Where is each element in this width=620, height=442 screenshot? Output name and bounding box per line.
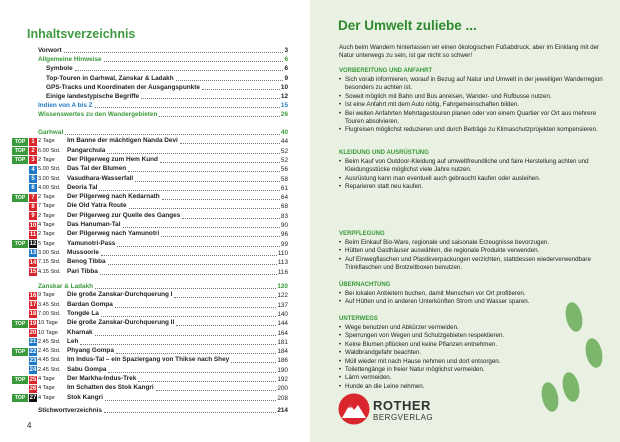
- bullet-item: • Sich vorab informieren, worauf in Bezug auf Natur und Umwelt in der jeweiligen Wanderregion besonders zu achten ist.: [339, 76, 604, 93]
- bullet-list: [339, 239, 604, 273]
- tour-number-badge: 13: [29, 250, 37, 257]
- toc-page-number: 110: [277, 249, 288, 257]
- bullet-item: • Bei lokalen Anbietern buchen, damit Menschen vor Ort profitieren.: [339, 290, 604, 298]
- top-badge: TOP: [12, 147, 28, 155]
- tour-number-badge: 26: [29, 385, 37, 392]
- bullet-item: • Flugreisen möglichst reduzieren und durch Beiträge zu Klimaschutzprojekten kompensieren.: [339, 126, 604, 134]
- tour-duration: 4 Tage: [38, 376, 55, 382]
- tour-duration: 2 Tage: [38, 156, 55, 163]
- toc-page-number: 140: [277, 310, 288, 318]
- toc-page-number: 96: [280, 231, 288, 239]
- dot-leader: [174, 297, 276, 298]
- toc-page-number: 200: [277, 385, 288, 393]
- toc-line-front: [38, 101, 288, 110]
- tour-number-badge: 9: [29, 212, 37, 220]
- tour-name: Pangarchula: [67, 146, 106, 154]
- bullet-item: • Ist eine Anfahrt mit dem Auto nötig, Fahrgemeinschaften bilden.: [339, 101, 604, 109]
- toc-page-number: 144: [277, 320, 288, 328]
- tour-duration: 2.45 Std.: [38, 348, 61, 355]
- bullet-item: • Auf Hütten und in anderen Unterkünften Strom und Wasser sparen.: [339, 298, 604, 306]
- tour-duration: 6.00 Std.: [38, 147, 61, 154]
- tour-number-badge: 15: [29, 269, 37, 275]
- tour-name: Vasudhara-Wasserfall: [67, 174, 134, 182]
- toc-page-number: 15: [280, 102, 288, 110]
- toc-entry-title: [38, 267, 99, 277]
- toc-page-number: 192: [277, 376, 288, 383]
- tour-duration: 2 Tage: [38, 231, 55, 238]
- toc-line-front: [38, 55, 288, 64]
- bullet-list: [339, 290, 604, 307]
- bullet-list: [339, 324, 539, 391]
- tour-number-badge: 4: [29, 166, 37, 174]
- toc-entry-title: Garhwal: [38, 129, 64, 136]
- tour-name: Leh: [67, 337, 79, 345]
- toc-line-front: [38, 74, 288, 83]
- toc-page-number: 122: [277, 292, 288, 300]
- tour-name: Bardan Gompa: [67, 300, 113, 308]
- toc-entry-title: Einige landestypische Begriffe: [46, 93, 140, 100]
- dot-leader: [101, 316, 276, 317]
- dot-leader: [138, 381, 276, 382]
- toc-page-number: 3: [284, 47, 288, 54]
- dot-leader: [162, 199, 280, 200]
- tour-name: Stok Kangri: [67, 393, 103, 401]
- dot-leader: [101, 255, 277, 256]
- toc-page-number: 181: [277, 338, 288, 346]
- section-heading: VERPFLEGUNG: [339, 231, 385, 237]
- tour-number-badge: 11: [29, 231, 37, 238]
- toc-entry-title: Zanskar & Ladakh: [38, 283, 94, 290]
- tour-duration: 2 Tage: [38, 194, 55, 201]
- tour-duration: 4 Tage: [38, 385, 55, 392]
- tour-name: Kharnak: [67, 328, 93, 336]
- tour-number-badge: 22: [29, 348, 37, 355]
- toc-line-front: [38, 92, 288, 101]
- dot-leader: [156, 390, 277, 391]
- toc-title: Inhaltsverzeichnis: [27, 27, 136, 41]
- dot-leader: [160, 162, 280, 163]
- toc-page-number: 90: [280, 222, 288, 229]
- bullet-list: [339, 158, 604, 192]
- dot-leader: [117, 246, 280, 247]
- dot-leader: [105, 400, 276, 401]
- tour-name: Die große Zanskar-Durchquerung II: [67, 319, 175, 327]
- tour-duration: 4.15 Std.: [38, 268, 61, 275]
- tour-name: Phyang Gompa: [67, 347, 114, 355]
- tour-line: [38, 268, 288, 277]
- tour-duration: 5.00 Std.: [38, 166, 61, 173]
- tour-number-badge: 20: [29, 330, 37, 336]
- bullet-item: • Beim Einkauf Bio-Ware, regionale und saisonale Erzeugnisse bevorzugen.: [339, 239, 604, 247]
- toc-page-number: 99: [280, 240, 288, 248]
- bullet-item: • Waldbrandgefahr beachten.: [339, 349, 539, 357]
- tour-duration: 10 Tage: [38, 329, 58, 336]
- tour-name: Im Schatten des Stok Kangri: [67, 384, 154, 392]
- bullet-item: • Auf Einwegflaschen und Plastikverpackungen verzichten, stattdessen wiederverwendbare Trinkflaschen und Brotzeitboxen benutzen.: [339, 256, 604, 273]
- tour-name: Das Hanuman-Tal: [67, 221, 121, 228]
- toc-line-front: [38, 64, 288, 73]
- toc-page-number: 44: [280, 138, 288, 146]
- logo-subtitle: BERGVERLAG: [373, 413, 434, 422]
- bullet-item: • Sperrungen von Wegen und Schutzgebieten respektieren.: [339, 332, 539, 340]
- toc-page-number: 52: [280, 147, 288, 155]
- top-badge: TOP: [12, 348, 28, 356]
- bullet-item: • Hütten und Gasthäuser auswählen, die regionale Produkte verwenden.: [339, 247, 604, 255]
- toc-page-number: 26: [280, 111, 288, 119]
- bullet-item: • Beim Kauf von Outdoor-Kleidung auf umweltfreundliche und faire Herstellung achten und Kleidungsstücke möglichst viele Jahre nutzen.: [339, 158, 604, 175]
- tour-number-badge: 24: [29, 367, 37, 374]
- tour-duration: 7.15 Std.: [38, 259, 61, 266]
- toc-page-number: 10: [280, 83, 288, 91]
- dot-leader: [123, 227, 280, 228]
- tour-name: Sabu Gompa: [67, 365, 107, 373]
- tour-duration: 4 Tage: [38, 222, 55, 228]
- dot-leader: [99, 190, 279, 191]
- tour-duration: 5 Tage: [38, 240, 55, 247]
- bullet-item: • Ausrüstung kann man eventuell auch gebraucht kaufen oder ausleihen.: [339, 175, 604, 183]
- section-heading: KLEIDUNG UND AUSRÜSTUNG: [339, 150, 429, 156]
- top-badge: TOP: [12, 240, 28, 248]
- tour-duration: 10 Tage: [38, 320, 58, 327]
- tour-duration: 3.45 Std.: [38, 301, 61, 308]
- section-heading: ÜBERNACHTUNG: [339, 282, 391, 288]
- tour-name: Die große Zanskar-Durchquerung I: [67, 291, 173, 299]
- dot-leader: [176, 325, 276, 326]
- toc-page-number: 61: [280, 184, 288, 192]
- toc-page-number: 64: [280, 194, 288, 202]
- tour-duration: 3.00 Std.: [38, 249, 61, 256]
- tour-duration: 4 Tage: [38, 394, 55, 401]
- toc-page-number: 208: [277, 394, 288, 402]
- tour-name: Der Markha-Indus-Trek: [67, 375, 137, 382]
- dot-leader: [176, 80, 284, 81]
- rother-logo-icon: [338, 393, 370, 425]
- toc-entry-title: Symbole: [46, 65, 73, 73]
- dot-leader: [95, 288, 276, 289]
- tour-name: Im Banne der mächtigen Nanda Devi: [67, 137, 178, 145]
- top-badge: TOP: [12, 394, 28, 402]
- dot-leader: [100, 274, 277, 275]
- dot-leader: [159, 116, 280, 117]
- toc-entry-title: GPS-Tracks und Koordinaten der Ausgangspunkte: [46, 83, 200, 91]
- section-heading: UNTERWEGS: [339, 316, 378, 322]
- toc-page-number: 56: [280, 166, 288, 174]
- dot-leader: [182, 218, 280, 219]
- tour-number-badge: 25: [29, 376, 37, 383]
- tour-name: Deoria Tal: [67, 183, 98, 191]
- dot-leader: [202, 89, 280, 90]
- bullet-list: [339, 76, 604, 135]
- tour-number-badge: 8: [29, 203, 37, 211]
- toc-line-front: [38, 83, 288, 92]
- tour-number-badge: 5: [29, 175, 37, 183]
- toc-page-number: 9: [284, 74, 288, 82]
- dot-leader: [161, 236, 280, 237]
- tour-number-badge: 27: [29, 395, 37, 402]
- toc-page-number: 214: [277, 407, 288, 414]
- bullet-item: • Bei weiten Anfahrten Mehrtagestouren planen oder von einem Quartier vor Ort aus mehrere Touren absolvieren.: [339, 110, 604, 127]
- tour-name: Mussoorie: [67, 248, 99, 256]
- tour-name: Benog Tibba: [67, 258, 106, 266]
- tour-duration: 9 Tage: [38, 292, 55, 299]
- page-number: 4: [27, 421, 32, 430]
- dot-leader: [75, 70, 284, 71]
- toc-page-number: 83: [280, 212, 288, 220]
- tour-duration: 2.45 Std.: [38, 366, 61, 373]
- tour-line: [38, 394, 288, 403]
- toc-page-number: 6: [284, 56, 288, 64]
- tour-number-badge: 17: [29, 302, 37, 309]
- toc-page-number: 12: [280, 93, 288, 100]
- toc-page-number: 184: [277, 348, 288, 356]
- index-line: [38, 406, 288, 415]
- toc-entry-title: Stichwortverzeichnis: [38, 407, 102, 414]
- tour-duration: 7.00 Std.: [38, 310, 61, 317]
- bullet-item: • Soweit möglich mit Bahn und Bus anreisen, Wander- und Rufbusse nutzen.: [339, 93, 604, 101]
- tour-name: Der Pilgerweg zum Hem Kund: [67, 155, 158, 163]
- tour-duration: 3.00 Std.: [38, 175, 61, 182]
- tour-name: Der Pilgerweg zur Quelle des Ganges: [67, 211, 181, 219]
- dot-leader: [104, 61, 284, 62]
- section-heading: VORBEREITUNG UND ANFAHRT: [339, 68, 433, 74]
- dot-leader: [104, 412, 276, 413]
- tour-number-badge: 2: [29, 147, 37, 155]
- tour-number-badge: 3: [29, 156, 37, 164]
- tour-name: Die Old Yatra Route: [67, 202, 127, 210]
- toc-page-number: 120: [277, 283, 288, 290]
- tour-number-badge: 7: [29, 194, 37, 202]
- toc-page-number: 6: [284, 65, 288, 73]
- toc-page-number: 190: [277, 366, 288, 374]
- toc-entry-title: Top-Touren in Garhwal, Zanskar & Ladakh: [46, 74, 174, 82]
- tour-number-badge: 23: [29, 357, 37, 364]
- dot-leader: [107, 153, 280, 154]
- environment-title: Der Umwelt zuliebe ...: [338, 18, 477, 33]
- dot-leader: [80, 344, 276, 345]
- tour-number-badge: 21: [29, 339, 37, 346]
- dot-leader: [95, 335, 277, 336]
- dot-leader: [180, 143, 280, 144]
- dot-leader: [108, 372, 276, 373]
- toc-entry-title: Indien von A bis Z: [38, 102, 93, 110]
- tour-name: Pari Tibba: [67, 267, 98, 275]
- tour-number-badge: 19: [29, 320, 37, 327]
- tour-name: Der Pilgerweg nach Yamunotri: [67, 230, 160, 238]
- tour-name: Yamunotri-Pass: [67, 239, 116, 247]
- toc-line-front: [38, 46, 288, 55]
- tour-name: Im Indus-Tal – ein Spaziergang von Thikse nach Shey: [67, 356, 230, 364]
- tour-number-badge: 6: [29, 184, 37, 192]
- bullet-item: • Toilettengänge in freier Natur möglichst vermeiden.: [339, 366, 539, 374]
- tour-number-badge: 10: [29, 222, 37, 229]
- dot-leader: [129, 208, 280, 209]
- bullet-item: • Reparieren statt neu kaufen.: [339, 183, 604, 191]
- toc-entry-title: [38, 393, 104, 403]
- top-badge: TOP: [12, 320, 28, 328]
- toc-page-number: 186: [277, 357, 288, 365]
- tour-number-badge: 16: [29, 292, 37, 299]
- toc-page-number: 113: [277, 259, 288, 267]
- tour-duration: 2 Tage: [38, 138, 55, 145]
- toc-entry-title: Allgemeine Hinweise: [38, 56, 102, 64]
- toc-page-number: 116: [277, 268, 288, 276]
- bullet-item: • Lärm vermeiden.: [339, 374, 539, 382]
- toc-page-number: 68: [280, 203, 288, 211]
- bullet-item: • Hunde an die Leine nehmen.: [339, 383, 539, 391]
- toc-entry-title: Vorwort: [38, 47, 62, 54]
- toc-entry-title: Wissenswertes zu den Wandergebieten: [38, 111, 158, 119]
- toc-page-number: 40: [280, 129, 288, 136]
- toc-page-number: 58: [280, 175, 288, 183]
- dot-leader: [115, 307, 277, 308]
- toc-line-front: [38, 110, 288, 119]
- dot-leader: [64, 52, 284, 53]
- tour-name: Der Pilgerweg nach Kedarnath: [67, 193, 160, 201]
- top-badge: TOP: [12, 156, 28, 164]
- tour-name: Das Tal der Blumen: [67, 165, 127, 173]
- dot-leader: [231, 362, 276, 363]
- dot-leader: [65, 134, 280, 135]
- tour-duration: 7 Tage: [38, 203, 55, 210]
- tour-number-badge: 14: [29, 259, 37, 266]
- toc-page-number: 52: [280, 156, 288, 164]
- dot-leader: [95, 107, 280, 108]
- toc-page-number: 164: [277, 329, 288, 337]
- tour-name: Tongde La: [67, 309, 99, 317]
- toc-page-number: 137: [277, 301, 288, 309]
- tour-duration: 2 Tage: [38, 212, 55, 219]
- top-badge: TOP: [12, 138, 28, 146]
- tour-duration: 4.45 Std.: [38, 357, 61, 364]
- dot-leader: [108, 264, 277, 265]
- bullet-item: • Wege benutzen und Abkürzer vermeiden.: [339, 324, 539, 332]
- top-badge: TOP: [12, 194, 28, 202]
- bullet-item: • Müll wieder mit nach Hause nehmen und dort entsorgen.: [339, 358, 539, 366]
- tour-duration: 4.00 Std.: [38, 184, 61, 191]
- tour-number-badge: 1: [29, 138, 37, 146]
- tour-number-badge: 18: [29, 311, 37, 318]
- dot-leader: [128, 171, 280, 172]
- logo-name: ROTHER: [373, 398, 431, 413]
- dot-leader: [141, 98, 280, 99]
- bullet-item: • Keine Blumen pflücken und keine Pflanzen entnehmen.: [339, 341, 539, 349]
- top-badge: TOP: [12, 376, 28, 384]
- dot-leader: [135, 181, 280, 182]
- environment-intro: Auch beim Wandern hinterlassen wir einen ökologischen Fußabdruck, aber im Einklang mit der Natur unterwegs zu sein, ist gar nicht so schwer!: [339, 44, 600, 60]
- tour-number-badge: 12: [29, 241, 37, 248]
- dot-leader: [116, 353, 276, 354]
- tour-duration: 2.45 Std.: [38, 338, 61, 345]
